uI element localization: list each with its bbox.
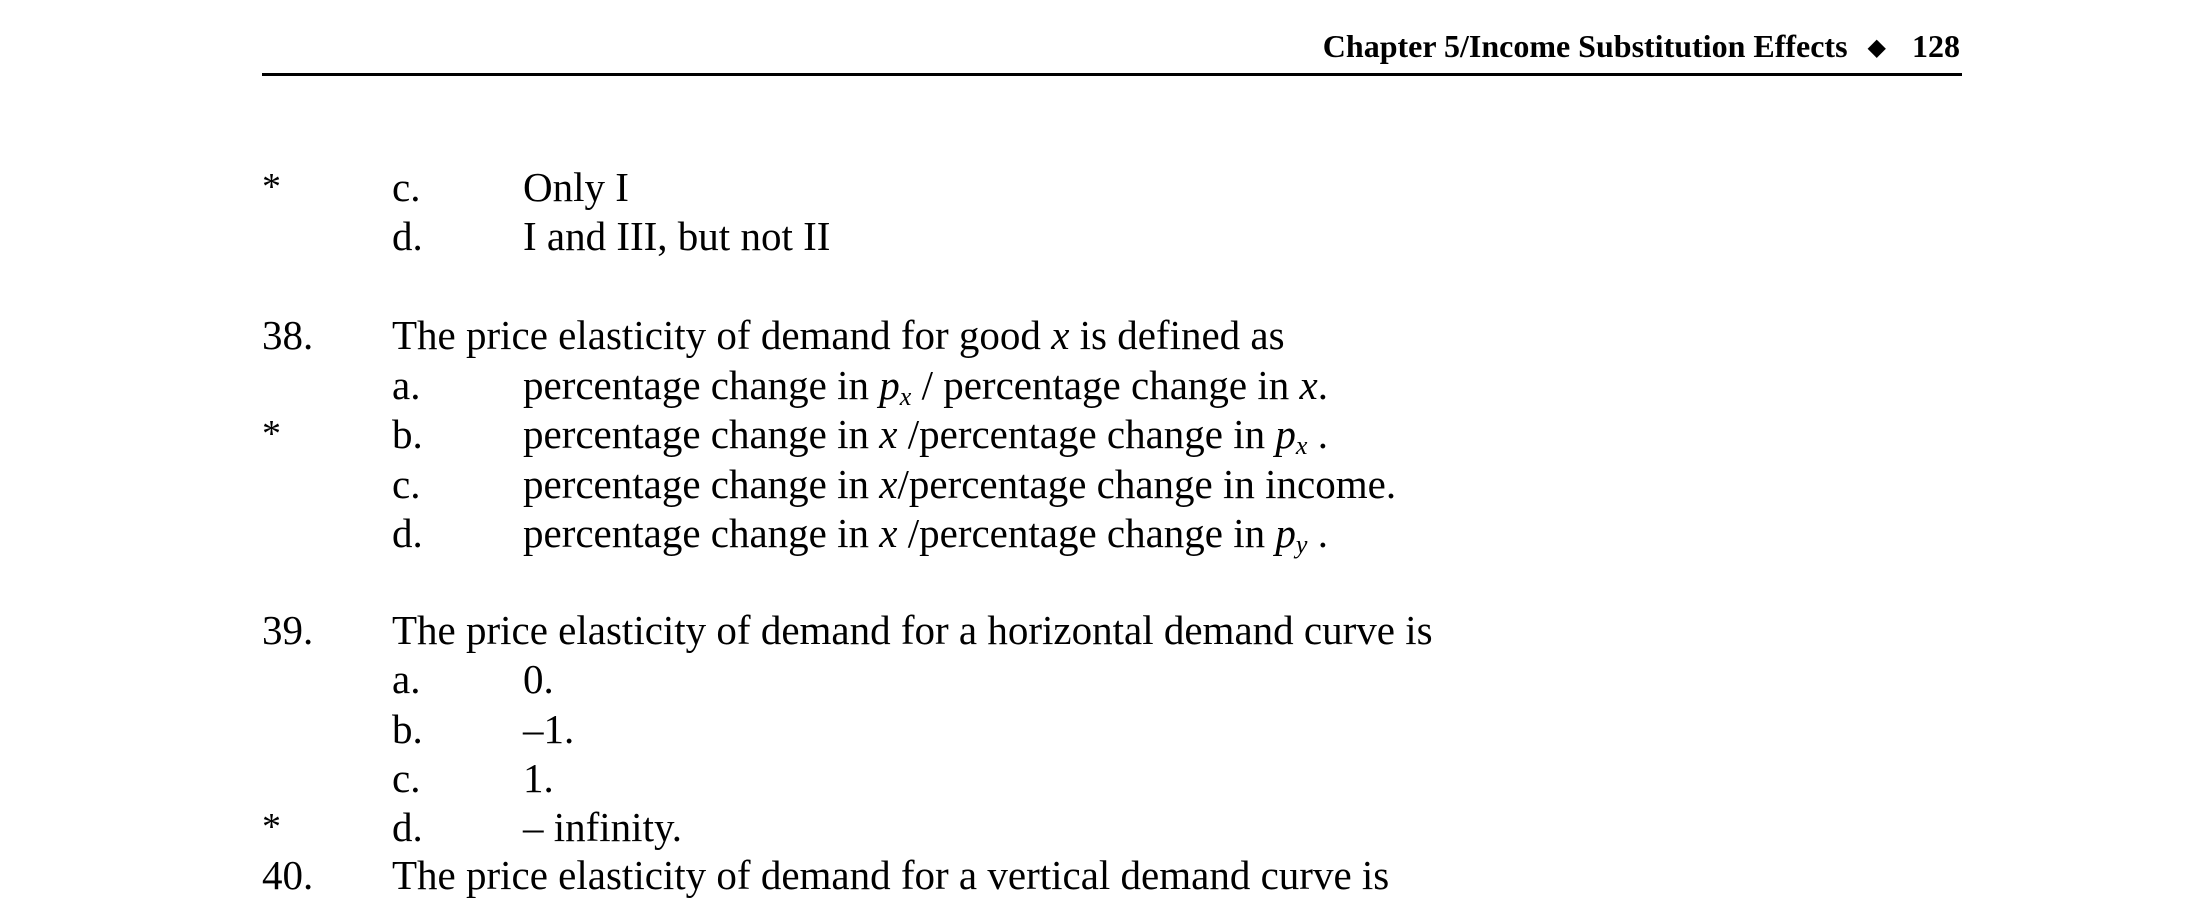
question-number: 40.: [262, 852, 314, 898]
option-text: percentage change in $p_x$ / percentage change in x.: [523, 362, 1328, 411]
option-letter: d.: [392, 213, 423, 259]
option-text: percentage change in x /percentage change in $p_x$ .: [523, 411, 1328, 460]
option-text: Only I: [523, 164, 629, 210]
option-text: 0.: [523, 656, 554, 702]
cropped-next-question: [0, 852, 2210, 900]
answer-marker: *: [262, 806, 281, 848]
diamond-icon: ◆: [1867, 35, 1886, 61]
option-text: percentage change in x/percentage change in income.: [523, 461, 1397, 507]
option-letter: d.: [392, 804, 423, 850]
option-text: I and III, but not II: [523, 213, 831, 259]
question-number: 39.: [262, 607, 314, 653]
option-text: 1.: [523, 755, 554, 801]
option-letter: c.: [392, 461, 421, 507]
option-letter: b.: [392, 411, 423, 457]
option-letter: a.: [392, 362, 421, 408]
option-letter: d.: [392, 510, 423, 556]
answer-marker: *: [262, 413, 281, 455]
chapter-title: Chapter 5/Income Substitution Effects: [1322, 28, 1848, 64]
option-text: –1.: [523, 706, 575, 752]
answer-marker: *: [262, 166, 281, 208]
option-letter: c.: [392, 755, 421, 801]
option-letter: c.: [392, 164, 421, 210]
option-text: – infinity.: [523, 804, 683, 850]
question-number: 38.: [262, 312, 314, 358]
running-header: [1323, 26, 1960, 68]
page-number: 128: [1912, 28, 1960, 64]
header-rule: [262, 73, 1962, 76]
question-stem: The price elasticity of demand for a horizontal demand curve is: [392, 607, 1433, 653]
option-letter: b.: [392, 706, 423, 752]
option-text: percentage change in x /percentage change in $p_y$ .: [523, 510, 1328, 559]
option-letter: a.: [392, 656, 421, 702]
question-stem: The price elasticity of demand for a vertical demand curve is: [392, 852, 1390, 898]
question-stem: The price elasticity of demand for good x is defined as: [392, 312, 1285, 358]
